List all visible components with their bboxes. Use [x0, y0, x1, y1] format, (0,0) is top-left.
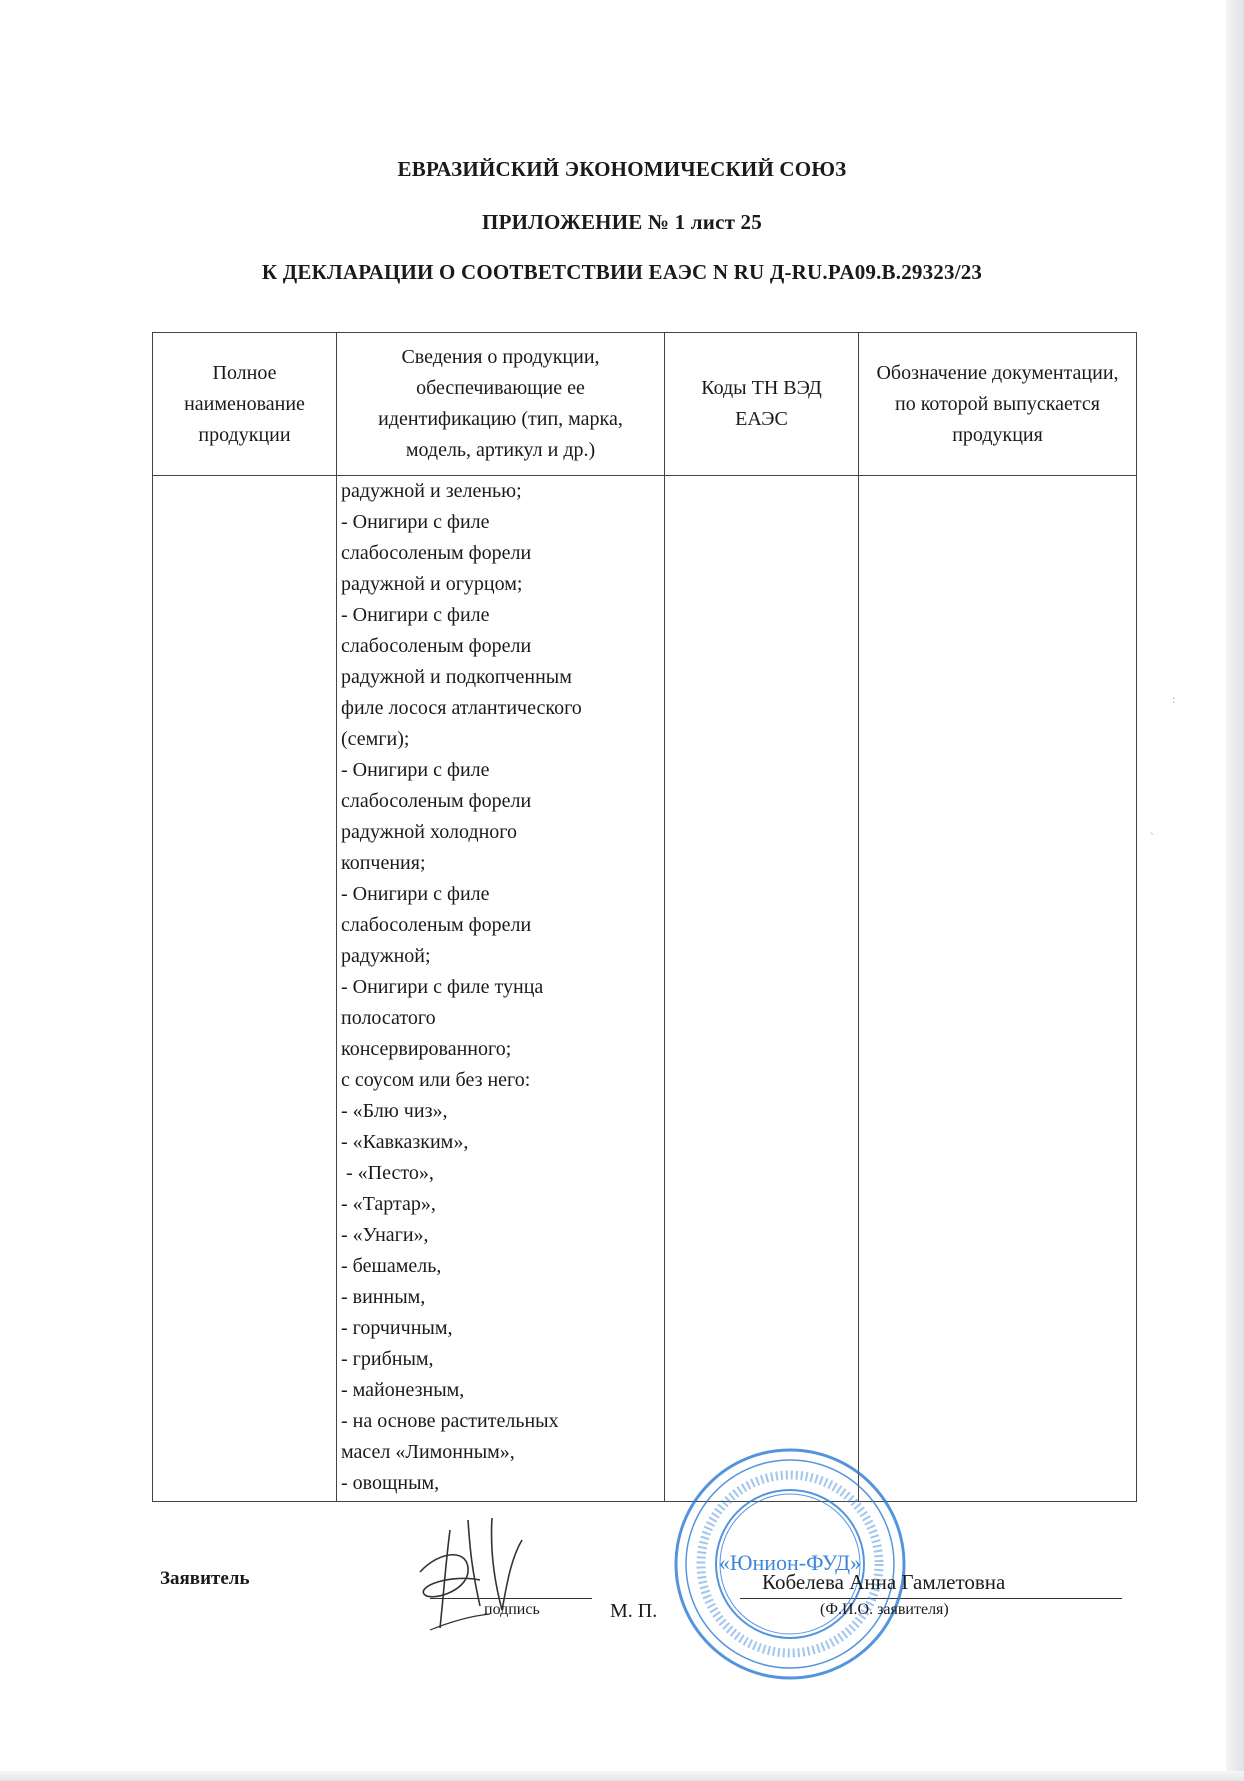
product-info-line: - горчичным, — [341, 1317, 453, 1339]
product-info-line: - «Тартар», — [341, 1193, 436, 1215]
product-info-line: - Онигири с филе — [341, 604, 490, 626]
product-info-line: - Онигири с филе — [341, 759, 490, 781]
product-info-line: радужной и подкопченным — [341, 666, 572, 688]
product-info-line: слабосоленым форели — [341, 542, 532, 564]
declaration-title: К ДЕКЛАРАЦИИ О СООТВЕТСТВИИ ЕАЭС N RU Д-RU.PA09.B.29323/23 — [261, 260, 983, 284]
product-info-line: - Онигири с филе тунца — [341, 976, 544, 998]
applicant-name: Кобелева Анна Гамлетовна — [762, 1570, 1006, 1594]
product-info-line: - грибным, — [341, 1348, 434, 1370]
union-title: ЕВРАЗИЙСКИЙ ЭКОНОМИЧЕСКИЙ СОЮЗ — [397, 157, 847, 181]
product-info-line: радужной и зеленью; — [341, 480, 522, 502]
cell-codes — [665, 476, 859, 1502]
product-info-line: масел «Лимонным», — [341, 1441, 515, 1463]
signature-image — [410, 1510, 540, 1640]
product-info-line: - Онигири с филе — [341, 883, 490, 905]
product-info-line: - винным, — [341, 1286, 426, 1308]
product-info-line: полосатого — [341, 1007, 436, 1029]
product-info-line: радужной и огурцом; — [341, 573, 523, 595]
scan-speck: ˋ — [1150, 830, 1154, 844]
fio-caption: (Ф.И.О. заявителя) — [820, 1601, 949, 1618]
product-info-line: (семги); — [341, 728, 410, 750]
table-header-row — [153, 333, 1137, 476]
product-info-line: радужной; — [341, 945, 431, 967]
product-info-line: слабосоленым форели — [341, 914, 532, 936]
product-info-line: - «Блю чиз», — [341, 1100, 448, 1122]
appendix-title: ПРИЛОЖЕНИЕ № 1 лист 25 — [482, 210, 762, 234]
product-info-line: слабосоленым форели — [341, 790, 532, 812]
product-info-line: с соусом или без него: — [341, 1069, 531, 1091]
scan-edge-bottom — [0, 1771, 1244, 1781]
cell-documentation — [859, 476, 1137, 1502]
product-info-line: филе лосося атлантического — [341, 697, 582, 719]
product-info-line: - майонезным, — [341, 1379, 465, 1401]
product-info-line: - Онигири с филе — [341, 511, 490, 533]
cell-product-info — [337, 476, 665, 1502]
product-info-lines — [337, 476, 664, 1499]
product-info-line: - «Кавказким», — [341, 1131, 469, 1153]
column-header-codes: Коды ТН ВЭД ЕАЭС — [665, 333, 859, 476]
applicant-label: Заявитель — [160, 1568, 250, 1589]
product-info-line: консервированного; — [341, 1038, 512, 1060]
table-row — [153, 476, 1137, 1502]
scan-speck: : — [1172, 692, 1176, 706]
signature-caption: подпись — [484, 1601, 540, 1618]
stamp-company-name: «Юнион-ФУД» — [718, 1550, 862, 1575]
column-header-full-name: Полное наименование продукции — [153, 333, 337, 476]
stamp-place-label: М. П. — [610, 1600, 658, 1622]
cell-full-name — [153, 476, 337, 1502]
column-header-documentation: Обозначение документации, по которой выпускается продукция — [859, 333, 1137, 476]
product-info-line: - «Унаги», — [341, 1224, 429, 1246]
product-info-line: копчения; — [341, 852, 426, 874]
product-info-line: - на основе растительных — [341, 1410, 559, 1432]
product-info-line: - овощным, — [341, 1472, 440, 1494]
product-info-line: слабосоленым форели — [341, 635, 532, 657]
product-info-line: радужной холодного — [341, 821, 517, 843]
products-table — [152, 332, 1137, 1502]
signature-line — [430, 1598, 592, 1599]
product-info-line: - бешамель, — [341, 1255, 442, 1277]
product-info-line: - «Песто», — [341, 1162, 434, 1184]
column-header-product-info: Сведения о продукции, обеспечивающие ее идентификацию (тип, марка, модель, артикул и др.) — [337, 333, 665, 476]
